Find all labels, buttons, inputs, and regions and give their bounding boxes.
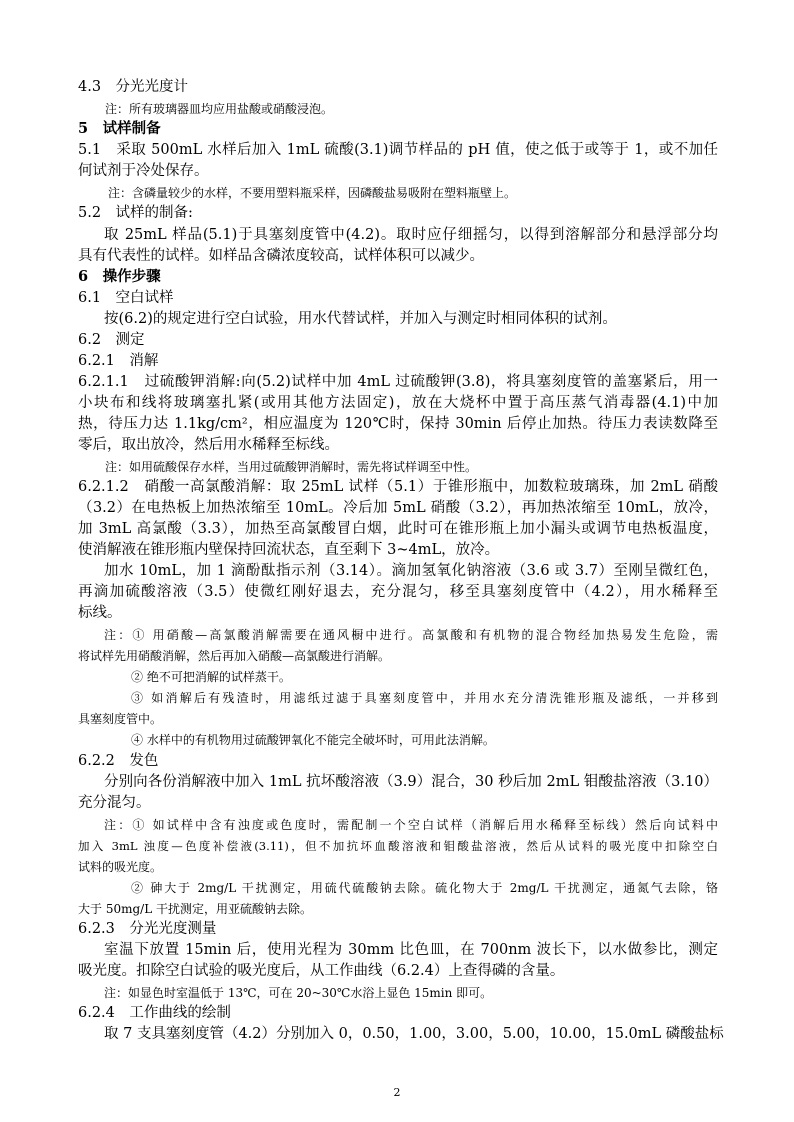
section-6-2-3-heading: 6.2.3 分光光度测量 [78, 921, 217, 937]
section-6-2-4-line: 取 7 支具塞刻度管（4.2）分别加入 0，0.50，1.00，3.00，5.00，10.00，15.0mL 磷酸盐标 [104, 1026, 724, 1042]
section-5-heading: 5 试样制备 [78, 120, 161, 137]
section-6-2-1-2-line: 使消解液在锥形瓶内壁保持回流状态，直至剩下 3~4mL，放冷。 [78, 542, 500, 558]
section-6-2-2-line: 充分混匀。 [78, 795, 151, 811]
section-6-2-1-2-line: （3.2）在电热板上加热浓缩至 10mL。冷后加 5mL 硝酸（3.2），再加热浓缩至 10mL，放冷， [78, 500, 718, 516]
section-6-2-1-1-line: 热，待压力达 1.1kg/cm²，相应温度为 120℃时，保持 30min 后停止加热。待压力表读数降至 [78, 416, 718, 432]
section-6-2-heading: 6.2 测定 [78, 332, 145, 348]
section-6-2-1-2-note: ② 绝不可把消解的试样蒸干。 [131, 670, 291, 684]
section-6-2-2-note: 注：① 如试样中含有浊度或色度时，需配制一个空白试样（消解后用水稀释至标线）然后向试料中 [104, 818, 718, 832]
section-6-2-1-2-line: 标线。 [78, 605, 122, 621]
section-5-2-heading: 5.2 试样的制备: [78, 205, 193, 221]
section-6-2-3-line: 室温下放置 15min 后，使用光程为 30mm 比色皿，在 700nm 波长下，以水做参比，测定 [104, 942, 718, 958]
section-5-2-line: 取 25mL 样品(5.1)于具塞刻度管中(4.2)。取时应仔细摇匀，以得到溶解部分和悬浮部分均 [104, 227, 718, 243]
section-6-2-1-1-line: 零后，取出放冷，然后用水稀释至标线。 [78, 437, 339, 453]
section-5-1-note: 注：含磷量较少的水样，不要用塑料瓶采样，因磷酸盐易吸附在塑料瓶壁上。 [108, 186, 517, 200]
section-6-2-2-line: 分别向各份消解液中加入 1mL 抗坏酸溶液（3.9）混合，30 秒后加 2mL 钼酸盐溶液（3.10） [104, 774, 718, 790]
section-6-2-1-2-line: 加水 10mL，加 1 滴酚酞指示剂（3.14）。滴加氢氧化钠溶液（3.6 或 3.7）至刚呈微红色， [104, 563, 718, 579]
section-6-2-1-2-note: 将试样先用硝酸消解，然后再加入硝酸—高氯酸进行消解。 [78, 649, 391, 663]
section-6-2-1-1-line: 6.2.1.1 过硫酸钾消解:向(5.2)试样中加 4mL 过硫酸钾(3.8)，将具塞刻度管的盖塞紧后，用一 [78, 374, 718, 390]
section-6-2-4-heading: 6.2.4 工作曲线的绘制 [78, 1005, 231, 1021]
section-6-2-2-note: 大于 50mg/L 干扰测定，用亚硫酸钠去除。 [78, 902, 312, 916]
section-6-2-1-2-line: 再滴加硫酸溶液（3.5）使微红刚好退去，充分混匀，移至具塞刻度管中（4.2），用水稀释至 [78, 584, 718, 600]
section-6-2-2-note: ② 砷大于 2mg/L 干扰测定，用硫代硫酸钠去除。硫化物大于 2mg/L 干扰测定，通氮气去除，铬 [131, 881, 718, 895]
section-6-2-1-2-note: 注：① 用硝酸—高氯酸消解需要在通风橱中进行。高氯酸和有机物的混合物经加热易发生危险，需 [104, 628, 718, 642]
section-6-2-3-line: 吸光度。扣除空白试验的吸光度后，从工作曲线（6.2.4）上查得磷的含量。 [78, 963, 565, 979]
section-6-2-1-2-note: ④ 水样中的有机物用过硫酸钾氧化不能完全破坏时，可用此法消解。 [131, 733, 495, 747]
section-6-2-2-note: 加入 3mL 浊度—色度补偿液(3.11)，但不加抗坏血酸溶液和钼酸盐溶液，然后从试料的吸光度中扣除空白 [78, 839, 718, 853]
section-6-2-2-heading: 6.2.2 发色 [78, 753, 159, 769]
section-6-2-1-1-line: 小块布和线将玻璃塞扎紧(或用其他方法固定)，放在大烧杯中置于高压蒸气消毒器(4.1)中加 [78, 395, 718, 411]
section-6-2-2-note: 试料的吸光度。 [78, 860, 163, 874]
section-6-2-3-note: 注：如显色时室温低于 13℃，可在 20~30℃水浴上显色 15min 即可。 [104, 986, 493, 1000]
section-6-2-1-2-note: ③ 如消解后有残渣时，用滤纸过滤于具塞刻度管中，并用水充分清洗锥形瓶及滤纸，一并移到 [131, 691, 718, 705]
section-5-1-line: 5.1 采取 500mL 水样后加入 1mL 硫酸(3.1)调节样品的 pH 值，使之低于或等于 1，或不加任 [78, 142, 718, 158]
page-number: 2 [393, 1086, 401, 1099]
section-6-2-1-2-line: 加 3mL 高氯酸（3.3），加热至高氯酸冒白烟，此时可在锥形瓶上加小漏头或调节电热板温度， [78, 521, 718, 537]
section-5-2-line: 具有代表性的试样。如样品含磷浓度较高，试样体积可以减少。 [78, 248, 484, 264]
section-6-2-1-2-note: 具塞刻度管中。 [78, 712, 163, 726]
section-6-1-line: 按(6.2)的规定进行空白试验，用水代替试样，并加入与测定时相同体积的试剂。 [104, 311, 617, 327]
section-6-2-1-2-line: 6.2.1.2 硝酸一高氯酸消解：取 25mL 试样（5.1）于锥形瓶中，加数粒玻璃珠，加 2mL 硝酸 [78, 479, 718, 495]
section-6-2-1-1-note: 注：如用硫酸保存水样，当用过硫酸钾消解时，需先将试样调至中性。 [105, 460, 478, 474]
section-4-3-note: 注：所有玻璃器皿均应用盐酸或硝酸浸泡。 [105, 102, 334, 116]
section-6-1-heading: 6.1 空白试样 [78, 290, 174, 306]
section-6-heading: 6 操作步骤 [78, 268, 161, 285]
section-4-3-heading: 4.3 分光光度计 [78, 79, 189, 95]
section-6-2-1-heading: 6.2.1 消解 [78, 353, 159, 369]
section-5-1-line: 何试剂于冷处保存。 [78, 163, 209, 179]
